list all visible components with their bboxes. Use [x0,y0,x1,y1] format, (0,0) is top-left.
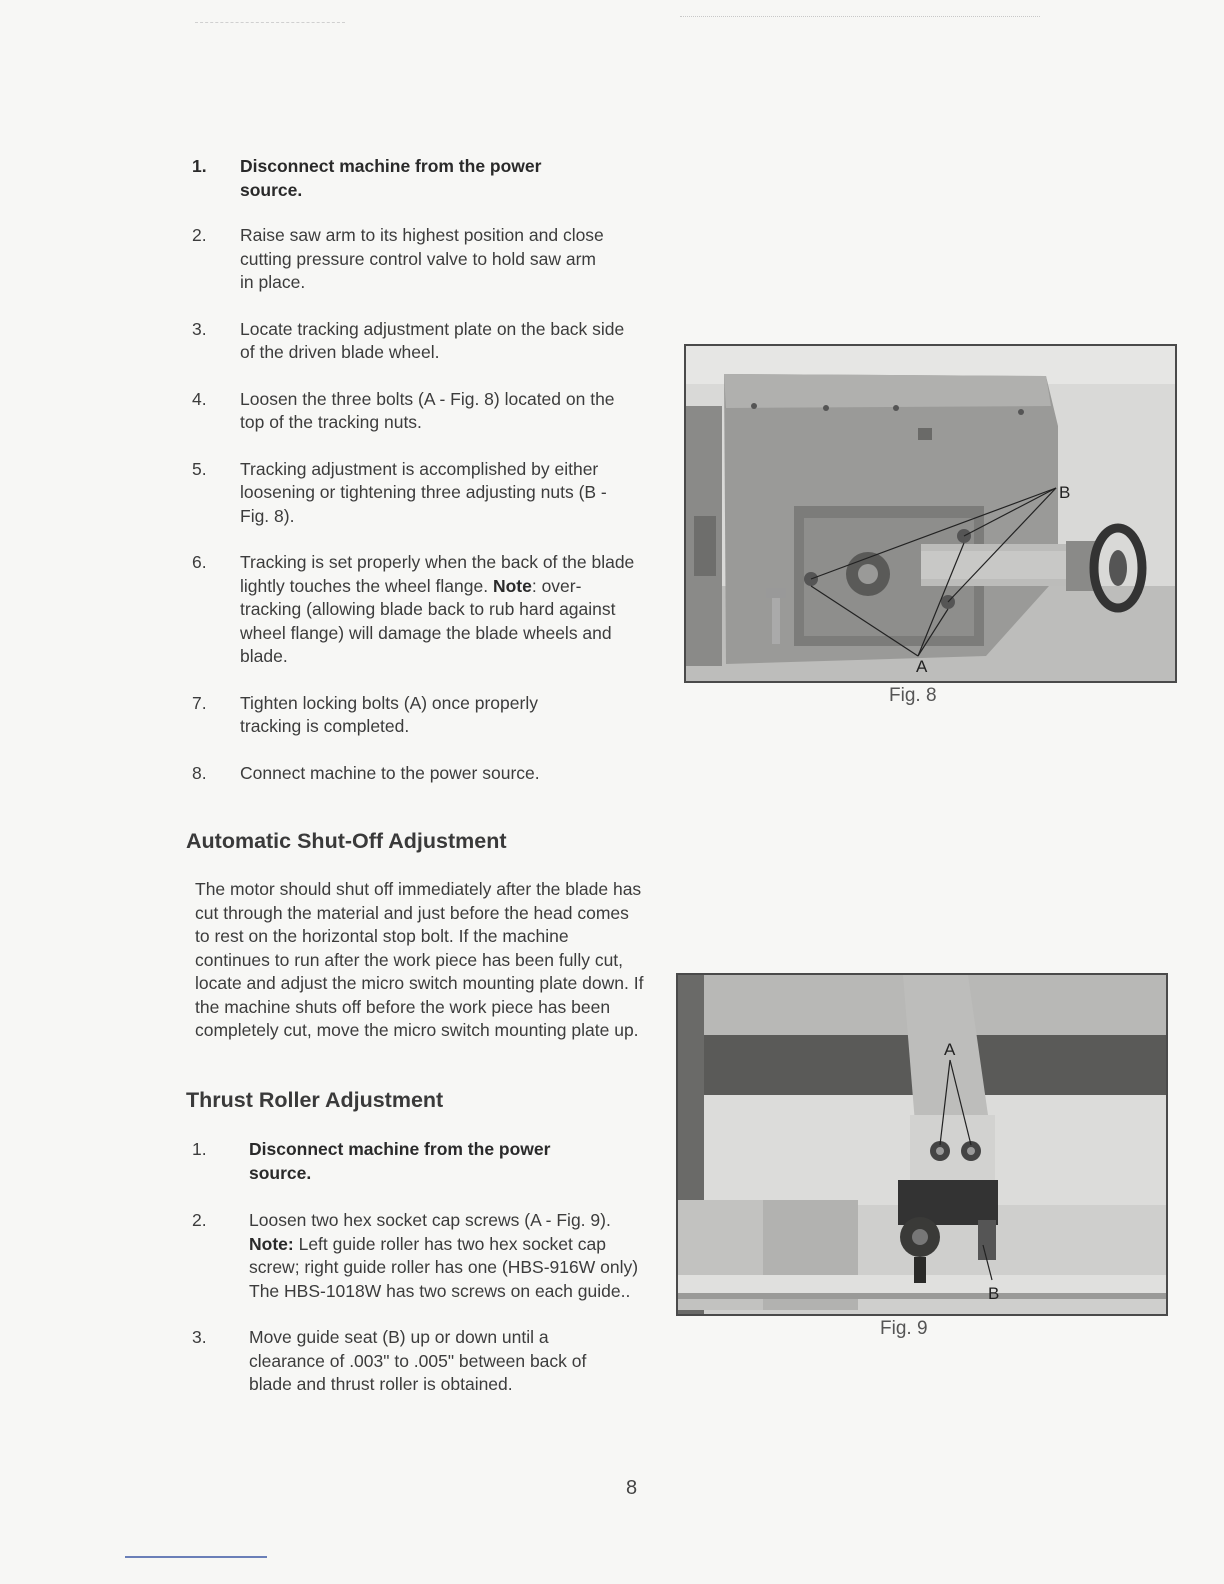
step-text: Locate tracking adjustment plate on the back side of the driven blade wheel. [240,318,625,362]
step-number: 7. [192,692,207,713]
step-text [240,551,640,669]
figure-8-illustration [686,346,1175,681]
step-number: 5. [192,458,207,479]
step-number: 2. [192,1210,207,1230]
figure-8-label-a: A [916,657,928,676]
figure-9-illustration [678,975,1166,1314]
step-text: Tracking adjustment is accomplished by either loosening or tightening three adjusting nuts (B - Fig. 8). [240,458,607,526]
figure-8-caption: Fig. 8 [889,685,937,706]
step-text-a: Loosen two hex socket cap screws (A - Fig. 9). [249,1210,611,1230]
note-label: Note: [249,1233,294,1254]
list-item [192,762,652,786]
list-item [192,692,652,739]
figure-9-caption: Fig. 9 [880,1318,928,1339]
step-number: 2. [192,225,207,245]
step-text-b: : over-tracking (allowing blade back to rub hard against wheel flange) will damage the blade wheels and blade. [240,575,616,666]
tracking-steps-list [192,155,652,785]
list-item [192,551,652,669]
scan-artifact-dash [195,22,345,23]
section-heading-shutoff: Automatic Shut-Off Adjustment [186,829,507,853]
shutoff-paragraph: The motor should shut off immediately after the blade has cut through the material and just before the head comes to rest on the horizontal stop bolt. If the machine continues to run after the work piece has been fully cut, locate and adjust the micro switch mounting plate down. If the machine shuts off before the work piece has been completely cut, move the micro switch mounting plate up. [195,879,644,1040]
scan-artifact-line [680,16,1040,17]
list-item [192,1209,652,1303]
step-number: 4. [192,388,207,409]
figure-9-photo [676,973,1168,1316]
scan-artifact-underline [125,1556,267,1558]
figure-8-photo [684,344,1177,683]
step-text-a: Tracking is set properly when the back of the blade lightly touches the wheel flange. [240,552,635,596]
note-label: Note [492,575,532,596]
page-number: 8 [626,1477,638,1499]
step-text [249,1209,644,1303]
step-text: Connect machine to the power source. [240,762,540,783]
list-item [192,318,652,365]
list-item [192,155,652,202]
figure-9-label-b: B [988,1284,1000,1303]
step-number: 8. [192,762,207,783]
step-text: Raise saw arm to its highest position and close cutting pressure control valve to hold saw arm in place. [240,225,604,292]
step-text: Disconnect machine from the power source. [240,156,542,200]
step-text: Disconnect machine from the power source. [249,1139,551,1183]
list-item [192,1138,652,1185]
step-number: 3. [192,318,207,339]
figure-9-label-a: A [944,1040,956,1059]
step-text: Move guide seat (B) up or down until a clearance of .003" to .005" between back of blade and thrust roller is obtained. [249,1327,587,1394]
section-heading-thrust: Thrust Roller Adjustment [186,1088,444,1112]
list-item [192,1326,652,1397]
step-number: 1. [192,1139,207,1159]
list-item [192,458,652,529]
step-number: 3. [192,1327,207,1347]
step-text: Tighten locking bolts (A) once properly tracking is completed. [240,692,538,736]
step-text-b: Left guide roller has two hex socket cap screw; right guide roller has one (HBS-916W only) The HBS-1018W has two screws on each guide.. [249,1233,639,1301]
figure-8-label-b: B [1059,483,1071,502]
step-number: 6. [192,552,207,572]
step-text: Loosen the three bolts (A - Fig. 8) located on the top of the tracking nuts. [240,388,615,432]
step-number: 1. [192,156,207,176]
list-item [192,388,652,435]
thrust-steps-list [192,1138,652,1397]
list-item [192,224,652,295]
